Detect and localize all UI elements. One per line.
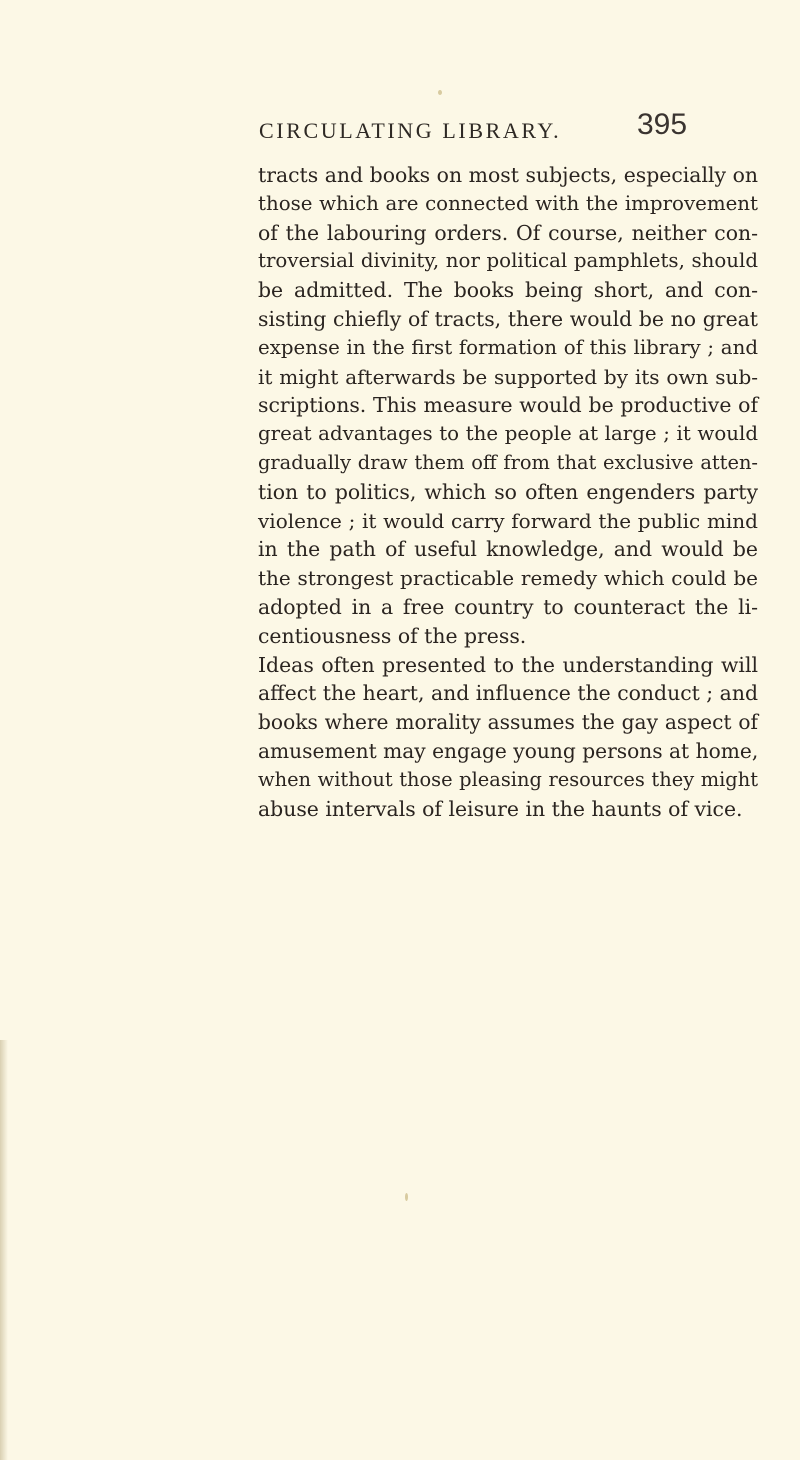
text-line: adopted in a free country to counteract the li- [258,594,758,619]
text-line: tion to politics, which so often engenders party [258,479,758,504]
text-line: when without those pleasing resources they might [258,767,758,791]
text-line: books where morality assumes the gay aspect of [258,710,758,735]
text-line: tracts and books on most subjects, especially on [258,163,758,187]
paper-speck [438,90,442,95]
text-line: those which are connected with the improvement [258,191,758,215]
text-line: centiousness of the press. [258,623,527,648]
text-line: the strongest practicable remedy which could be [258,566,758,591]
running-head [0,108,800,158]
text-line: great advantages to the people at large ; it would [258,422,758,446]
page-number: 395 [637,108,688,141]
text-line: amusement may engage young persons at home, [258,738,759,763]
text-line: of the labouring orders. Of course, neither con- [258,220,758,245]
text-line: be admitted. The books being short, and con- [258,278,758,303]
paper-speck [405,1193,408,1201]
text-line: troversial divinity, nor political pamphlets, should [258,249,758,273]
text-line: it might afterwards be supported by its own sub- [258,364,758,389]
text-line: affect the heart, and influence the conduct ; and [258,681,758,706]
running-title: CIRCULATING LIBRARY. [259,118,562,143]
text-line: scriptions. This measure would be productive of [258,393,758,418]
text-line: expense in the first formation of this library ; and [258,335,758,359]
text-line: sisting chiefly of tracts, there would be no great [258,306,758,331]
text-line: violence ; it would carry forward the public mind [258,508,758,533]
text-line: in the path of useful knowledge, and would be [258,537,758,562]
text-line: gradually draw them off from that exclusive atten- [258,450,758,474]
text-line: abuse intervals of leisure in the haunts of vice. [258,796,743,821]
body-text [258,161,758,823]
page-edge-shadow [0,1040,8,1460]
text-line: Ideas often presented to the understanding will [258,652,758,677]
